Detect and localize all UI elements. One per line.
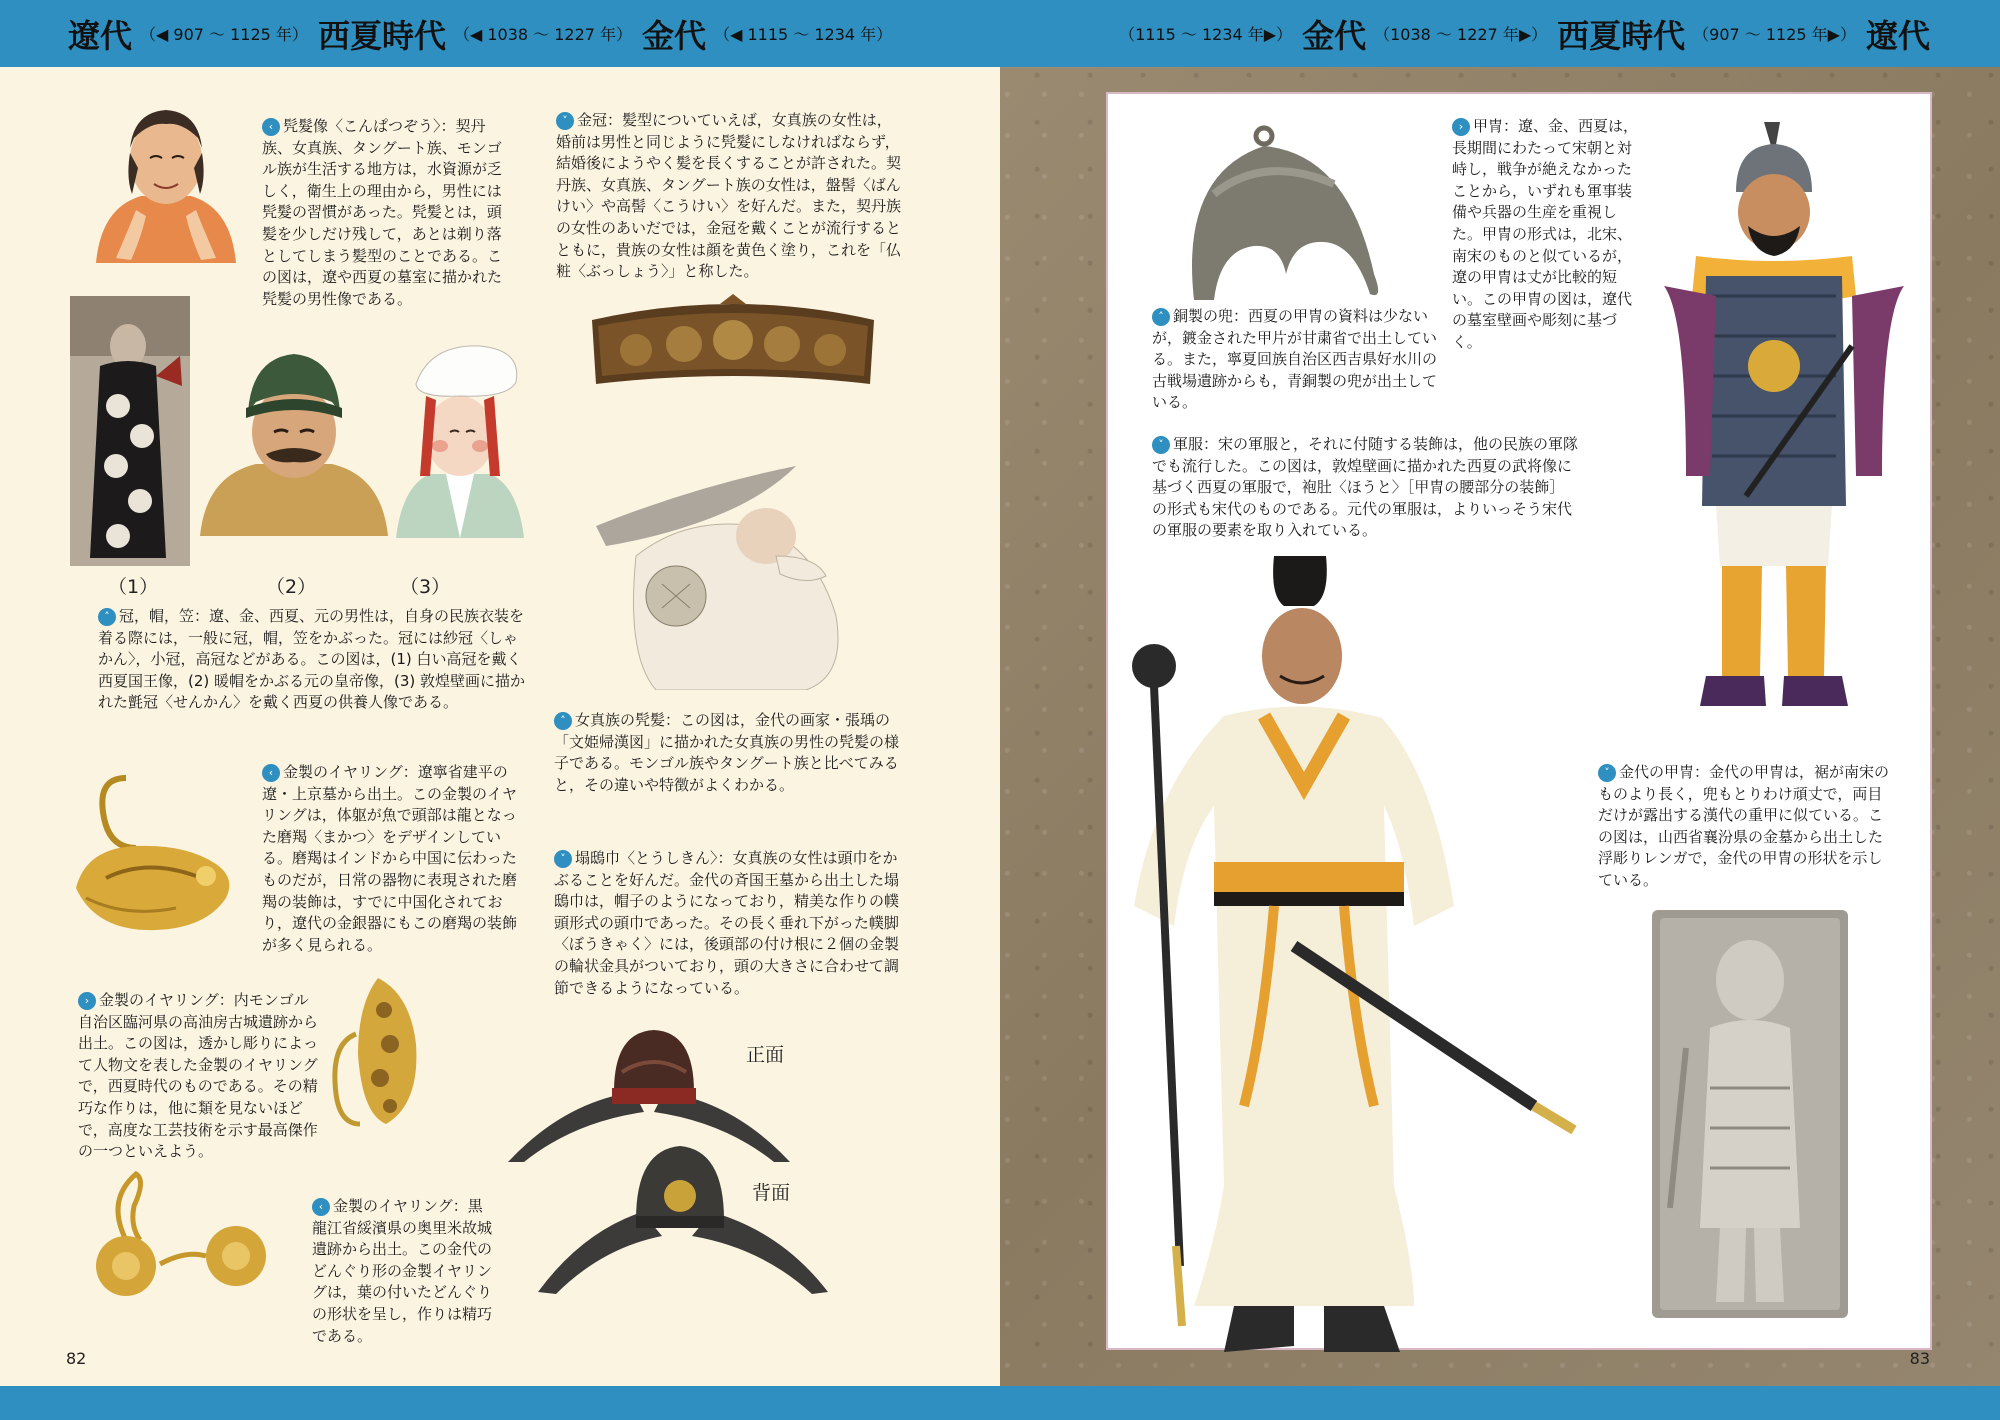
right-page-footer-bar xyxy=(1000,1386,2000,1420)
pointer-left-icon: ‹ xyxy=(262,764,280,782)
caption-kabuto: ˄ 銅製の兜：西夏の甲冑の資料は少ないが，鍍金された甲片が甘粛省で出土している。また，寧夏回族自治区西吉県好水川の古戦場遺跡からも，青銅製の兜が出土している。 xyxy=(1152,307,1438,412)
right-page-header xyxy=(1000,0,2000,67)
tomb-mural-figure-1 xyxy=(70,296,190,566)
caption-kanmou: ˄ 冠，帽，笠：遼、金、西夏、元の男性は，自身の民族衣装を着る際には，一般に冠，帽，笠をかぶった。冠には紗冠〈しゃかん〉，小冠，高冠などがある。この図は，(1) 白い高冠を戴く西夏国王像，(2) 暖帽をかぶる元の皇帝像，(3) 敦煌壁画に描かれた氈冠〈せんかん〉を戴く西夏の供養人像である。 xyxy=(98,607,526,712)
header-era: 遼代 xyxy=(1865,16,1930,55)
pointer-right-icon: › xyxy=(78,992,96,1010)
gold-crown-illustration xyxy=(588,292,878,404)
acorn-gold-earring-illustration xyxy=(76,1170,294,1302)
caption-earring3: ‹ 金製のイヤリング：黒龍江省綏濱県の奥里米故城遺跡から出土。この金代のどんぐり形の金製イヤリングは，葉の付いたどんぐりの形状を呈し，作りは精巧である。 xyxy=(312,1197,493,1345)
left-page-footer-bar xyxy=(0,1386,1000,1420)
header-range: （◀ 1038 ～ 1227 年） xyxy=(453,25,633,44)
header-range: （907 ～ 1125 年▶） xyxy=(1693,25,1856,44)
pointer-right-icon: › xyxy=(1452,118,1470,136)
header-era: 西夏時代 xyxy=(1557,16,1686,55)
header-era: 金代 xyxy=(642,16,707,55)
header-range: （◀ 1115 ～ 1234 年） xyxy=(714,25,893,44)
bronze-helmet-illustration xyxy=(1174,124,1392,300)
mongol-emperor-figure-2 xyxy=(196,346,392,536)
caption-jochin: ˄ 女真族の髠髪：この図は，金代の画家・張瑀の「文姫帰漢図」に描かれた女真族の男性の髠髪の様子である。モンゴル族やタングート族と比べてみると，その違いや特徴がよくわかる。 xyxy=(554,711,900,794)
page-number-left: 82 xyxy=(66,1349,87,1368)
page-number-right: 83 xyxy=(1909,1349,1930,1368)
tangut-donor-figure-3 xyxy=(390,336,530,538)
figure-number-1: （1） xyxy=(108,576,159,598)
pointer-left-icon: ‹ xyxy=(262,118,280,136)
kontou-portrait-illustration xyxy=(86,98,246,263)
view-label-front: 正面 xyxy=(746,1044,785,1066)
pointer-up-icon: ˄ xyxy=(1152,308,1170,326)
header-era: 金代 xyxy=(1302,16,1367,55)
caption-toukin: ˅ 塌鴟巾〈とうしきん〉：女真族の女性は頭巾をかぶることを好んだ。金代の斉国王墓から出土した塌鴟巾は，帽子のようになっており，精美な作りの幞頭形式の頭巾であった。その長く垂れ下がった幞脚〈ぼうきゃく〉には，後頭部の付け根に２個の金製の輪状金具がついており，頭の大きさに合わせて調節できるようになっている。 xyxy=(554,849,900,997)
pointer-down-icon: ˅ xyxy=(554,850,572,868)
caption-gunpuku: ˅ 軍服：宋の軍服と，それに付随する装飾は，他の民族の軍隊でも流行した。この図は，敦煌壁画に描かれた西夏の武将像に基づく西夏の軍服で，袍肚〈ほうと〉［甲冑の腰部分の装飾］の形式も宋代のものである。元代の軍服は，よりいっそう宋代の軍服の要素を取り入れている。 xyxy=(1152,435,1579,540)
openwork-gold-earring-illustration xyxy=(326,974,430,1142)
pointer-down-icon: ˅ xyxy=(1152,436,1170,454)
view-label-back: 背面 xyxy=(752,1182,791,1204)
jurchen-man-illustration xyxy=(566,456,882,690)
caption-kin-kacchu: ˅ 金代の甲冑：金代の甲冑は，裾が南宋のものより長く，兜もとりわけ頑丈で，両目だけが露出する漢代の重甲に似ている。この図は，山西省襄汾県の金墓から出土した浮彫りレンガで，金代の甲冑の形状を示している。 xyxy=(1598,763,1890,889)
pointer-down-icon: ˅ xyxy=(556,112,574,130)
caption-earring1: ‹ 金製のイヤリング：遼寧省建平の遼・上京墓から出土。この金製のイヤリングは，体躯が魚で頭部は龍となった磨羯〈まかつ〉をデザインしている。磨羯はインドから中国に伝わったものだが，日常の器物に表現された磨羯の装飾は，すでに中国化されており，遼代の金銀器にもこの磨羯の装飾が多く見られる。 xyxy=(262,763,518,954)
header-era: 遼代 xyxy=(68,16,133,55)
header-range: （◀ 907 ～ 1125 年） xyxy=(140,25,308,44)
caption-kontou: ‹ 髠髮像〈こんぱつぞう〉：契丹族、女真族、タングート族、モンゴル族が生活する地方は，水資源が乏しく，衛生上の理由から，男性には髠髮の習慣があった。髠髪とは，頭髪を少しだけ残して，あとは剃り落としてしまう髪型のことである。この図は，遼や西夏の墓室に描かれた髠髪の男性像である。 xyxy=(262,117,503,308)
caption-earring2: › 金製のイヤリング：内モンゴル自治区臨河県の高油房古城遺跡から出土。この図は，透かし彫りによって人物文を表した金製のイヤリングで，西夏時代のものである。その精巧な作りは，他に類を見ないほどで，高度な工芸技術を示す最高傑作の一つといえよう。 xyxy=(78,991,319,1161)
header-era: 西夏時代 xyxy=(317,16,446,55)
figure-number-3: （3） xyxy=(400,576,451,598)
right-page xyxy=(1000,0,2000,1420)
left-page-header xyxy=(0,0,1000,67)
armored-warrior-illustration xyxy=(1656,116,1912,722)
header-range: （1115 ～ 1234 年▶） xyxy=(1119,25,1293,44)
headscarf-back-illustration xyxy=(532,1132,832,1298)
pointer-left-icon: ‹ xyxy=(312,1198,330,1216)
pointer-up-icon: ˄ xyxy=(554,712,572,730)
gold-makara-earring-illustration xyxy=(66,768,246,940)
relief-brick-illustration xyxy=(1650,908,1850,1320)
header-range: （1038 ～ 1227 年▶） xyxy=(1374,25,1548,44)
xia-official-illustration xyxy=(1114,546,1630,1366)
caption-kinkan: ˅ 金冠：髪型についていえば，女真族の女性は，婚前は男性と同じように髠髮にしなければならず，結婚後にようやく髪を長くすることが許された。契丹族、女真族、タングート族の女性は，盤髻〈ばんけい〉や高髻〈こうけい〉を好んだ。また，契丹族の女性のあいだでは，金冠を戴くことが流行するとともに，貴族の女性は顔を黄色く塗り，これを「仏粧〈ぶっしょう〉」と称した。 xyxy=(556,111,902,281)
figure-number-2: （2） xyxy=(266,576,317,598)
pointer-up-icon: ˄ xyxy=(98,608,116,626)
pointer-down-icon: ˅ xyxy=(1598,764,1616,782)
caption-kacchu: › 甲冑：遼、金、西夏は，長期間にわたって宋朝と対峙し，戦争が絶えなかったことから，いずれも軍事装備や兵器の生産を重視した。甲冑の形式は，北宋、南宋のものと似ているが，遼の甲冑は丈が比較的短い。この甲冑の図は，遼代の墓室壁画や彫刻に基づく。 xyxy=(1452,117,1639,351)
